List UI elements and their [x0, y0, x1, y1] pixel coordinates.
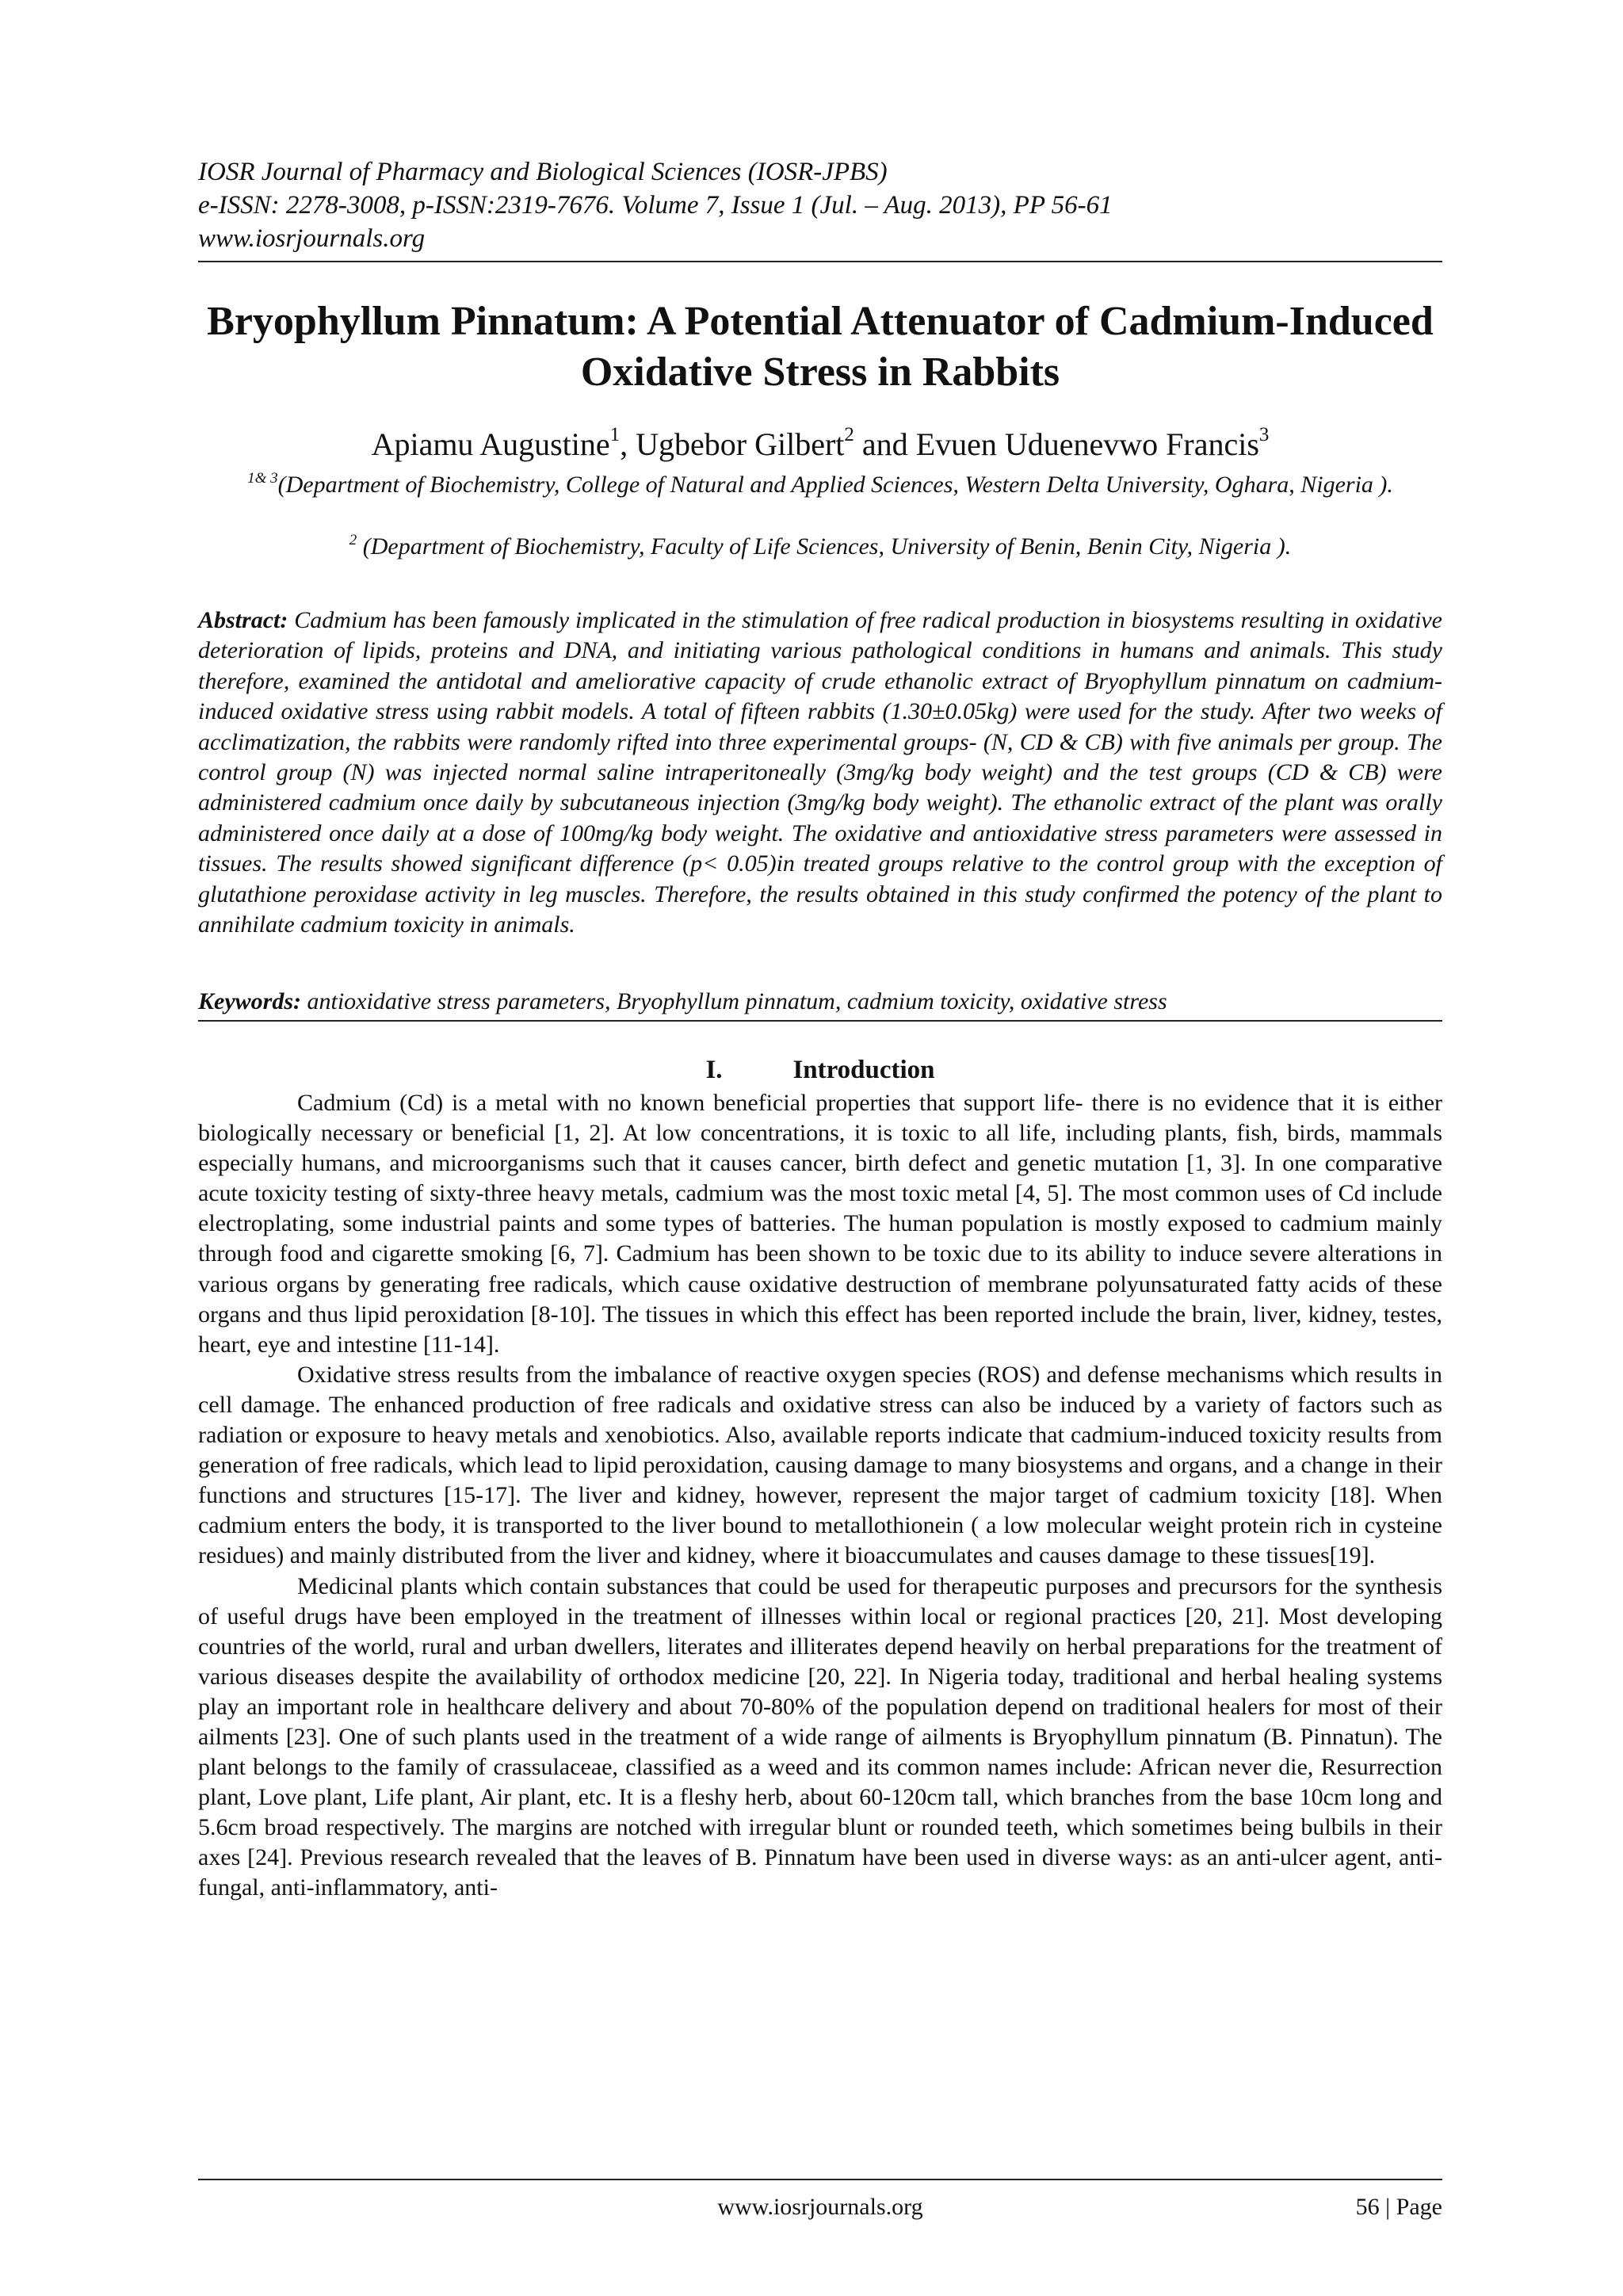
affiliation-text: (Department of Biochemistry, Faculty of Life Sciences, University of Benin, Benin City, Nigeria ). [357, 533, 1292, 560]
paragraph: Oxidative stress results from the imbalance of reactive oxygen species (ROS) and defense mechanisms which results in cell damage. The enhanced production of free radicals and oxidative stress can also be induced by a variety of factors such as radiation or exposure to heavy metals and xenobiotics. Also, available reports indicate that cadmium-induced toxicity results from generation of free radicals, which lead to lipid peroxidation, causing damage to many biosystems and organs, and a change in their functions and structures [15-17]. The liver and kidney, however, represent the major target of cadmium toxicity [18]. When cadmium enters the body, it is transported to the liver bound to metallothionein ( a low molecular weight protein rich in cysteine residues) and mainly distributed from the liver and kidney, where it bioaccumulates and causes damage to these tissues[19]. [198, 1361, 1442, 1569]
author-affiliation-mark: 3 [1258, 424, 1270, 445]
author-name: Ugbebor Gilbert [636, 426, 845, 462]
journal-header [198, 155, 1442, 255]
author-affiliation-mark: 2 [844, 424, 854, 445]
affiliation-text: (Department of Biochemistry, College of Natural and Applied Sciences, Western Delta University, Oghara, Nigeria ). [277, 472, 1393, 498]
keywords-label: Keywords: [198, 988, 301, 1014]
paragraph: Medicinal plants which contain substances that could be used for therapeutic purposes and precursors for the synthesis of useful drugs have been employed in the treatment of illnesses within local or regional practices [20, 21]. Most developing countries of the world, rural and urban dwellers, literates and illiterates depend heavily on herbal preparations for the treatment of various diseases despite the availability of orthodox medicine [20, 22]. In Nigeria today, traditional and herbal healing systems play an important role in healthcare delivery and about 70-80% of the population depend on traditional healers for most of their ailments [23]. One of such plants used in the treatment of a wide range of ailments is Bryophyllum pinnatum (B. Pinnatun). The plant belongs to the family of crassulaceae, classified as a weed and its common names include: African never die, Resurrection plant, Love plant, Life plant, Air plant, etc. It is a fleshy herb, about 60-120cm tall, which branches from the base 10cm long and 5.6cm broad respectively. The margins are notched with irregular blunt or rounded teeth, which sometimes being bulbils in their axes [24]. Previous research revealed that the leaves of B. Pinnatum have been used in diverse ways: as an anti-ulcer agent, anti-fungal, anti-inflammatory, anti- [198, 1572, 1442, 1901]
page-number: 56 | Page [1355, 2194, 1442, 2220]
issn-line: e-ISSN: 2278-3008, p-ISSN:2319-7676. Volume 7, Issue 1 (Jul. – Aug. 2013), PP 56-61 [198, 191, 1113, 220]
abstract-divider [198, 1020, 1442, 1022]
affiliation-mark: 2 [349, 532, 357, 548]
section-heading [198, 1053, 1442, 1087]
author-separator: and [854, 426, 916, 462]
header-divider [198, 261, 1442, 262]
journal-website: www.iosrjournals.org [198, 224, 426, 253]
paragraph: Cadmium (Cd) is a metal with no known beneficial properties that support life- there is no evidence that it is either biologically necessary or beneficial [1, 2]. At low concentrations, it is toxic to all life, including plants, fish, birds, mammals especially humans, and microorganisms such that it causes cancer, birth defect and genetic mutation [1, 3]. In one comparative acute toxicity testing of sixty-three heavy metals, cadmium was the most toxic metal [4, 5]. The most common uses of Cd include electroplating, some industrial paints and some types of batteries. The human population is mostly exposed to cadmium mainly through food and cigarette smoking [6, 7]. Cadmium has been shown to be toxic due to its ability to induce severe alterations in various organs by generating free radicals, which cause oxidative destruction of membrane polyunsaturated fatty acids of these organs and thus lipid peroxidation [8-10]. The tissues in which this effect has been reported include the brain, liver, kidney, testes, heart, eye and intestine [11-14]. [198, 1090, 1442, 1358]
paper-title: Bryophyllum Pinnatum: A Potential Attenuator of Cadmium-Induced Oxidative Stress in Rabbits [207, 299, 1434, 395]
footer-divider [198, 2179, 1442, 2180]
keywords-text: antioxidative stress parameters, Bryophyllum pinnatum, cadmium toxicity, oxidative stress [301, 988, 1167, 1014]
affiliation [198, 470, 1442, 499]
section-number: I. [705, 1056, 723, 1084]
affiliation [198, 532, 1442, 561]
abstract [198, 606, 1442, 940]
author-list [198, 425, 1442, 464]
footer-website: www.iosrjournals.org [717, 2194, 923, 2220]
author-separator: , [620, 426, 636, 462]
keywords [198, 987, 1442, 1017]
introduction-body [198, 1088, 1442, 1904]
affiliation-mark: 1& 3 [247, 470, 278, 487]
section-title: Introduction [792, 1056, 935, 1084]
author-name: Evuen Uduenevwo Francis [915, 426, 1259, 462]
abstract-label: Abstract: [198, 607, 288, 633]
author-affiliation-mark: 1 [609, 424, 621, 445]
journal-name: IOSR Journal of Pharmacy and Biological Sciences (IOSR-JPBS) [198, 158, 888, 186]
abstract-text: Cadmium has been famously implicated in the stimulation of free radical production in biosystems resulting in oxidative deterioration of lipids, proteins and DNA, and initiating various pathological conditions in humans and animals. This study therefore, examined the antidotal and ameliorative capacity of crude ethanolic extract of Bryophyllum pinnatum on cadmium-induced oxidative stress using rabbit models. A total of fifteen rabbits (1.30±0.05kg) were used for the study. After two weeks of acclimatization, the rabbits were randomly rifted into three experimental groups- (N, CD & CB) with five animals per group. The control group (N) was injected normal saline intraperitoneally (3mg/kg body weight) and the test groups (CD & CB) were administered cadmium once daily by subcutaneous injection (3mg/kg body weight). The ethanolic extract of the plant was orally administered once daily at a dose of 100mg/kg body weight. The oxidative and antioxidative stress parameters were assessed in tissues. The results showed significant difference (p< 0.05)in treated groups relative to the control group with the exception of glutathione peroxidase activity in leg muscles. Therefore, the results obtained in this study confirmed the potency of the plant to annihilate cadmium toxicity in animals. [198, 607, 1442, 938]
author-name: Apiamu Augustine [371, 426, 610, 462]
